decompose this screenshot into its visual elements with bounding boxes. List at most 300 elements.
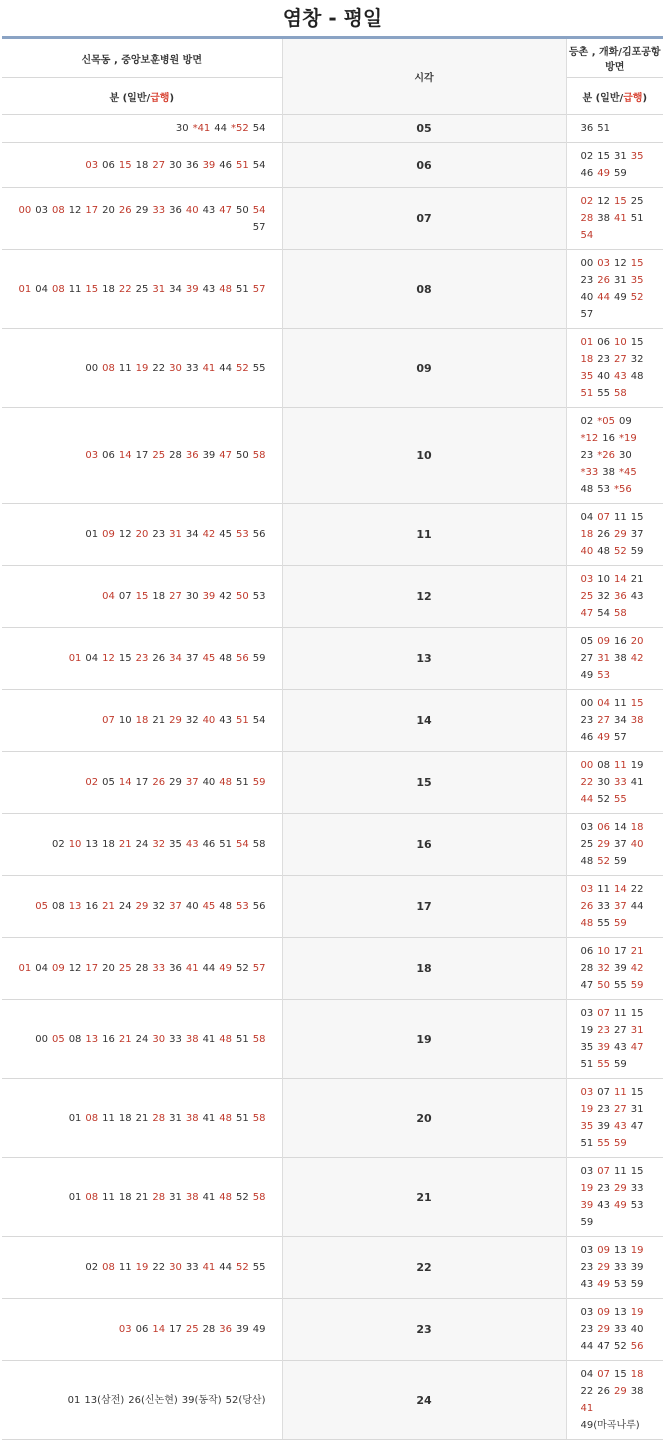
minute: 32 [597,591,610,602]
minute: 10 [597,574,610,585]
minute: 40 [630,839,644,850]
minute: 36 [169,963,182,974]
minute: 20 [630,636,644,647]
right-minutes [566,752,663,814]
minute: 52 [236,362,249,374]
minute: 29 [613,1183,627,1194]
minute: 13 [85,839,99,850]
left-direction-header: 신목동 , 중앙보훈병원 방면 [2,38,282,78]
minute: 33 [613,1324,627,1335]
right-minutes [566,408,663,504]
minute: 03 [35,204,48,216]
minute: 53 [613,1279,627,1290]
minute: 48 [219,901,233,912]
minute: 59 [630,980,644,991]
minute: 47 [580,980,594,991]
minute: *56 [613,484,632,495]
hour-cell: 17 [282,876,566,938]
hour-cell: 16 [282,814,566,876]
minute: 18 [152,591,166,602]
right-minutes [566,504,663,566]
minute: 05 [35,901,48,912]
minute: 51 [580,388,594,399]
minute: 18 [580,354,594,365]
hour-cell: 08 [282,250,566,329]
right-minutes [566,1158,663,1237]
minute: 26 [118,204,132,216]
minute: 44 [597,292,610,303]
minute: 43 [202,283,216,295]
hour-cell: 12 [282,566,566,628]
minute: 32 [597,963,610,974]
minute: 39(동작) [181,1394,222,1406]
minute: 48 [580,484,594,495]
minute: 39 [202,450,216,461]
minute: 25 [185,1324,199,1335]
minute: 23 [580,450,594,461]
table-row [2,408,663,504]
minute: 26 [152,777,166,788]
minute: 59 [613,1138,627,1149]
minute: 29 [135,901,149,912]
minute: 09 [597,1307,610,1318]
table-row [2,1000,663,1079]
minute: 06 [597,337,610,348]
minute: 26 [597,1386,610,1397]
minute: 14 [613,884,627,895]
minute: 51 [236,159,249,171]
minute: 08 [68,1033,82,1045]
minute: 15 [630,512,644,523]
minute: 55 [597,388,610,399]
hour-cell: 22 [282,1237,566,1299]
minute: 07 [597,1166,610,1177]
minute: 35 [630,151,644,162]
minute: 02 [85,777,99,788]
minute: 39 [202,591,216,602]
minute: 59 [630,1279,644,1290]
left-legend: 분 (일반/급행) [2,78,282,115]
minute: 54 [580,230,594,241]
minute: 59 [613,918,627,929]
minute: 43 [613,1042,627,1053]
minute: 25 [135,283,149,295]
minute: 40 [202,715,216,726]
minute: 23 [597,1183,610,1194]
minute: 20 [102,963,115,974]
minute: 17 [135,450,149,461]
minute: 43 [597,1200,610,1211]
minute: 43 [580,1279,594,1290]
minute: 16 [85,901,99,912]
minute: 53 [597,484,610,495]
left-minutes [2,1079,282,1158]
minute: 03 [580,574,594,585]
minute: 37 [185,777,199,788]
minute: 20 [102,204,115,216]
minute: 11 [613,1166,627,1177]
minute: 31 [630,1025,644,1036]
minute: 57 [580,309,594,320]
minute: 50 [236,450,249,461]
minute: 58 [252,1191,266,1203]
minute: 54 [252,204,266,216]
minute: 49(마곡나루) [580,1420,640,1431]
minute: 08 [51,283,65,295]
minute: 18 [630,822,644,833]
minute: 15 [613,1369,627,1380]
minute: 50 [236,591,249,602]
left-minutes [2,504,282,566]
minute: 51 [236,1112,249,1124]
minute: 49 [613,292,627,303]
minute: 03 [85,450,99,461]
minute: 18 [630,1369,644,1380]
minute: 46 [580,732,594,743]
minute: 26 [580,901,594,912]
minute: 55 [597,918,610,929]
minute: 41 [202,1112,216,1124]
minute: 15 [85,283,99,295]
right-minutes [566,690,663,752]
minute: 46 [202,839,216,850]
minute: 19 [630,1245,644,1256]
minute: *19 [618,433,637,444]
minute: 06 [102,450,115,461]
minute: 59 [630,546,644,557]
time-header: 시각 [282,38,566,115]
minute: 08 [51,901,65,912]
minute: 33 [613,777,627,788]
minute: 15 [630,258,644,269]
minute: 33 [185,362,199,374]
minute: 40 [202,777,216,788]
minute: 42 [630,963,644,974]
minute: 37 [185,653,199,664]
minute: 33 [597,901,610,912]
minute: 19 [580,1104,594,1115]
table-row [2,1237,663,1299]
table-row [2,938,663,1000]
minute: 31 [613,275,627,286]
minute: 17 [85,963,99,974]
minute: 49 [219,963,233,974]
minute: 05 [102,777,115,788]
minute: 41 [630,777,644,788]
minute: 43 [219,715,233,726]
minute: 18 [135,715,149,726]
minute: 14 [118,777,132,788]
hour-cell: 11 [282,504,566,566]
minute: 55 [613,980,627,991]
minute: 18 [118,1191,132,1203]
minute: 57 [252,963,266,974]
minute: 29 [169,777,182,788]
minute: 48 [580,918,594,929]
minute: 47 [580,608,594,619]
minute: 12 [102,653,115,664]
minute: 03 [597,258,610,269]
minute: 28 [202,1324,216,1335]
minute: 01 [18,963,32,974]
minute: *41 [192,123,211,134]
minute: 51 [236,1033,249,1045]
minute: 59 [580,1217,594,1228]
hour-cell: 10 [282,408,566,504]
hour-cell: 23 [282,1299,566,1361]
minute: 29 [169,715,182,726]
minute: 14 [152,1324,166,1335]
minute: 11 [613,760,627,771]
minute: 22 [152,1262,166,1273]
minute: 00 [85,362,99,374]
minute: 38 [602,467,615,478]
minute: 31 [169,1112,182,1124]
minute: 38 [630,715,644,726]
minute: 44 [219,1262,233,1273]
minute: 47 [219,450,233,461]
hour-cell: 18 [282,938,566,1000]
minute: 11 [613,1087,627,1098]
minute: 41 [185,963,199,974]
minute: 00 [580,698,594,709]
minute: 37 [613,901,627,912]
right-minutes [566,1237,663,1299]
minute: 29 [597,839,610,850]
minute: 56 [630,1341,644,1352]
minute: 12 [597,196,610,207]
left-minutes [2,690,282,752]
minute: 44 [580,794,594,805]
minute: 04 [102,591,115,602]
minute: 43 [202,204,216,216]
minute: 11 [102,1112,115,1124]
minute: 01 [68,653,82,664]
minute: 27 [613,1025,627,1036]
minute: 36 [169,204,182,216]
minute: 55 [613,794,627,805]
minute: 25 [580,591,594,602]
minute: 52(당산) [225,1394,266,1406]
minute: 51 [219,839,233,850]
minute: 39 [630,1262,644,1273]
minute: 39 [236,1324,249,1335]
minute: 03 [580,822,594,833]
minute: 02 [51,839,65,850]
minute: 33 [613,1262,627,1273]
minute: 48 [580,856,594,867]
left-minutes [2,329,282,408]
minute: 03 [85,159,99,171]
minute: 44 [630,901,644,912]
minute: 05 [580,636,594,647]
right-minutes [566,115,663,143]
minute: 48 [630,371,644,382]
minute: 13(삼전) [84,1394,125,1406]
table-row [2,329,663,408]
minute: 38 [613,653,627,664]
minute: 06 [135,1324,149,1335]
minute: 38 [185,1112,199,1124]
minute: 54 [252,123,266,134]
minute: 28 [152,1112,166,1124]
minute: 30 [175,123,189,134]
minute: 58 [613,608,627,619]
minute: 55 [597,1138,610,1149]
minute: 41 [202,1191,216,1203]
minute: 15 [118,159,132,171]
minute: 29 [597,1324,610,1335]
table-row [2,1361,663,1440]
minute: 49 [613,1200,627,1211]
right-minutes [566,876,663,938]
minute: 04 [580,512,594,523]
minute: 55 [597,1059,610,1070]
minute: 53 [236,529,249,540]
minute: 35 [630,275,644,286]
minute: 01 [67,1394,81,1406]
minute: 53 [630,1200,644,1211]
minute: 14 [118,450,132,461]
minute: *05 [597,416,615,427]
minute: 11 [102,1191,115,1203]
minute: 43 [185,839,199,850]
minute: 45 [202,901,216,912]
minute: 05 [51,1033,65,1045]
minute: 19 [580,1025,594,1036]
minute: 37 [630,529,644,540]
minute: 24 [135,839,149,850]
minute: 48 [597,546,610,557]
minute: 58 [252,1033,266,1045]
minute: 49 [597,168,610,179]
minute: 44 [580,1341,594,1352]
minute: 27 [152,159,166,171]
minute: 40 [185,204,199,216]
minute: 21 [630,574,644,585]
minute: 03 [580,1166,594,1177]
minute: 09 [597,636,610,647]
left-minutes [2,1158,282,1237]
hour-cell: 07 [282,188,566,250]
minute: 15 [630,1087,644,1098]
minute: 54 [236,839,249,850]
minute: 19 [135,362,149,374]
table-row [2,566,663,628]
minute: *45 [618,467,637,478]
minute: 19 [630,1307,644,1318]
minute: 49 [597,732,610,743]
minute: 32 [152,901,166,912]
minute: 43 [613,1121,627,1132]
left-minutes [2,1299,282,1361]
minute: 46 [580,168,594,179]
minute: 12 [68,963,82,974]
minute: 49 [580,670,594,681]
minute: 58 [252,1112,266,1124]
right-minutes [566,188,663,250]
table-row [2,188,663,250]
minute: 13 [68,901,82,912]
minute: 57 [252,283,266,295]
minute: 11 [118,362,132,374]
minute: 03 [580,1307,594,1318]
minute: 31 [152,283,166,295]
minute: 09 [597,1245,610,1256]
table-row [2,1299,663,1361]
left-minutes [2,938,282,1000]
table-row [2,876,663,938]
minute: 04 [580,1369,594,1380]
minute: 33 [152,204,166,216]
minute: 07 [597,1008,610,1019]
minute: 48 [219,1112,233,1124]
minute: 40 [630,1324,644,1335]
minute: *52 [231,123,249,134]
minute: 48 [219,1191,233,1203]
minute: 26(신논현) [128,1394,178,1406]
minute: 16 [613,636,627,647]
minute: 39 [580,1200,594,1211]
minute: 51 [630,213,644,224]
minute: 20 [135,529,149,540]
minute: 11 [597,884,610,895]
minute: 01 [18,283,32,295]
minute: 29 [597,1262,610,1273]
minute: 10 [597,946,610,957]
hour-cell: 13 [282,628,566,690]
minute: 52 [597,794,610,805]
minute: 15 [630,337,644,348]
minute: 30 [618,450,632,461]
minute: 47 [630,1121,644,1132]
minute: 25 [118,963,132,974]
minute: 17 [135,777,149,788]
minute: 23 [580,275,594,286]
table-row [2,250,663,329]
minute: 51 [580,1059,594,1070]
minute: 51 [236,777,249,788]
minute: 36 [580,123,594,134]
minute: 07 [597,512,610,523]
minute: 03 [580,1245,594,1256]
table-row [2,1158,663,1237]
minute: 23 [580,715,594,726]
minute: 33 [169,1033,182,1045]
table-row [2,115,663,143]
minute: 13 [613,1245,627,1256]
minute: 07 [597,1087,610,1098]
left-minutes [2,115,282,143]
left-minutes [2,876,282,938]
minute: 35 [169,839,182,850]
minute: 56 [236,653,249,664]
right-minutes [566,1361,663,1440]
minute: 39 [597,1121,610,1132]
minute: 15 [630,1008,644,1019]
left-minutes [2,566,282,628]
right-direction-header: 등촌 , 개화/김포공항 방면 [566,38,663,78]
minute: 02 [85,1262,99,1273]
minute: 51 [580,1138,594,1149]
minute: 23 [135,653,149,664]
right-minutes [566,1079,663,1158]
left-minutes [2,628,282,690]
minute: 30 [169,159,182,171]
minute: 41 [202,362,216,374]
minute: 12 [613,258,627,269]
minute: 29 [613,529,627,540]
